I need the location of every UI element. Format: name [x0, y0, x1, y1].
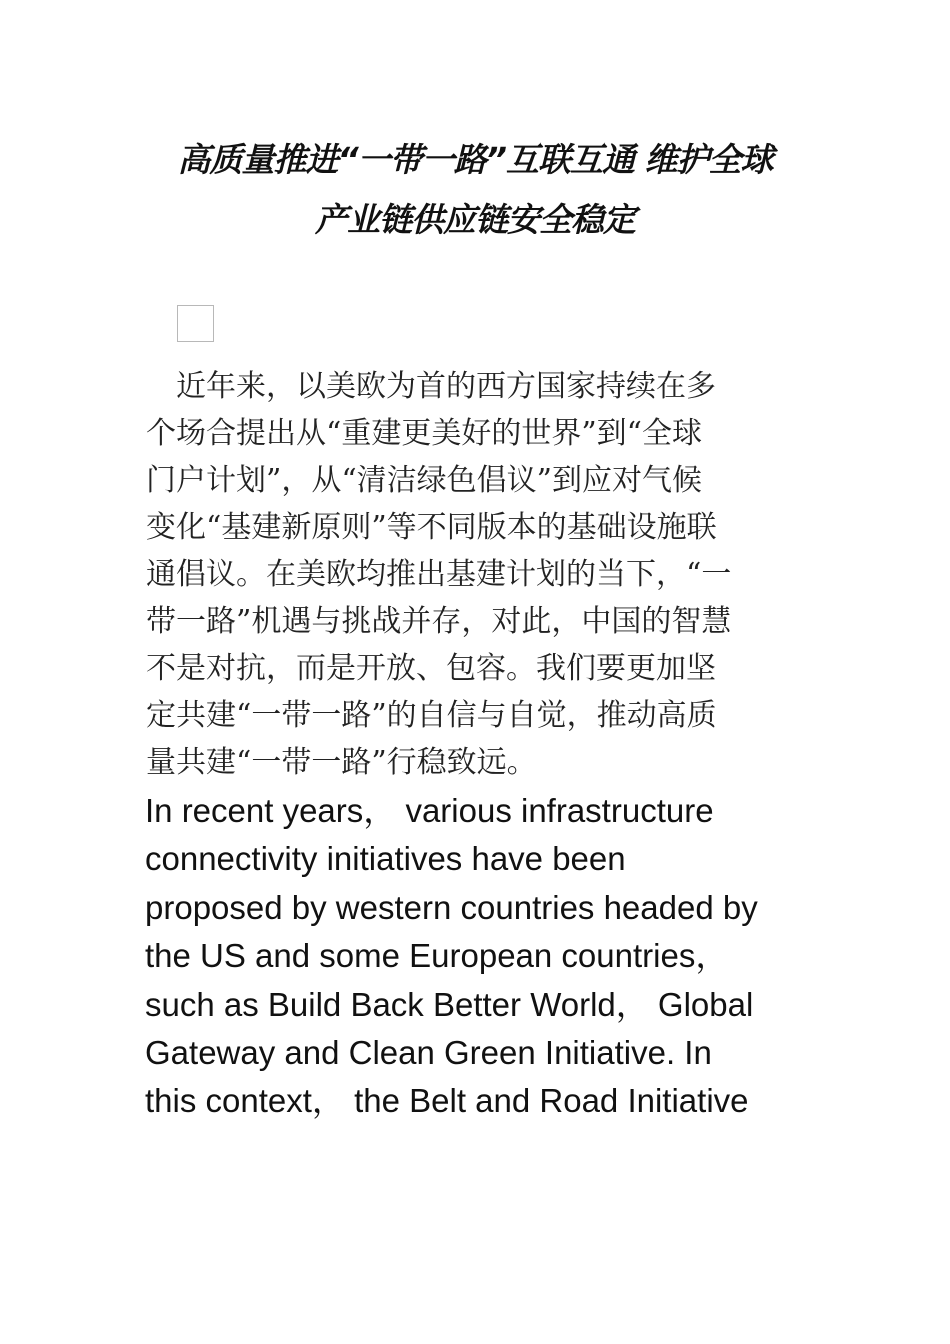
document-title-line-2: 产业链供应链安全稳定 [315, 200, 635, 239]
english-paragraph: In recent years， various infrastructure connectivity initiatives have been proposed by western countries headed by the US and some European countries， such as Build Back Better World， Global Gateway and Clean Green Initiative. In this context， the Belt and Road Initiative [145, 792, 758, 1120]
document-title-line-1: 高质量推进“一带一路”互联互通 维护全球 [177, 140, 773, 179]
image-placeholder-box [177, 305, 214, 342]
chinese-paragraph: 近年来，以美欧为首的西方国家持续在多 个场合提出从“重建更美好的世界”到“全球 门户计划”，从“清洁绿色倡议”到应对气候 变化“基建新原则”等不同版本的基础设施联 通倡议。在美欧均推出基建计划的当下，“一 带一路”机遇与挑战并存，对此，中国的智慧 不是对抗，而是开放、包容。我们要更加坚 定共建“一带一路”的自信与自觉，推动高质 量共建“一带一路”行稳致远。 [146, 369, 732, 780]
